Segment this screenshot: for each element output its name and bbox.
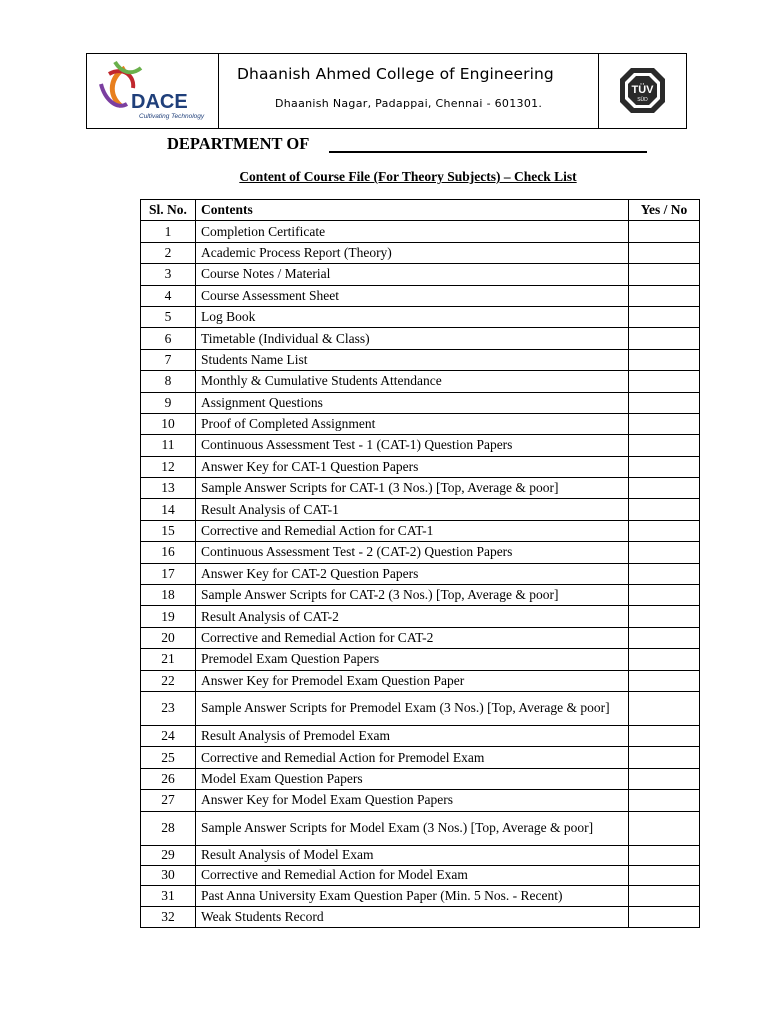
table-row	[141, 520, 700, 541]
table-row	[141, 328, 700, 349]
table-row	[141, 627, 700, 648]
row-content: Timetable (Individual & Class)	[196, 328, 629, 349]
yes-no-cell[interactable]	[629, 413, 700, 434]
row-content: Course Assessment Sheet	[196, 285, 629, 306]
row-content: Continuous Assessment Test - 1 (CAT-1) Question Papers	[196, 435, 629, 456]
row-number: 22	[141, 670, 196, 691]
yes-no-cell[interactable]	[629, 520, 700, 541]
yes-no-cell[interactable]	[629, 585, 700, 606]
dace-logo-icon	[87, 54, 218, 128]
yes-no-cell[interactable]	[629, 328, 700, 349]
yes-no-cell[interactable]	[629, 264, 700, 285]
table-row	[141, 768, 700, 789]
row-content: Continuous Assessment Test - 2 (CAT-2) Question Papers	[196, 542, 629, 563]
row-number: 15	[141, 520, 196, 541]
yes-no-cell[interactable]	[629, 221, 700, 242]
yes-no-cell[interactable]	[629, 790, 700, 811]
row-content: Answer Key for CAT-1 Question Papers	[196, 456, 629, 477]
row-content: Result Analysis of CAT-2	[196, 606, 629, 627]
college-info	[219, 54, 599, 128]
row-content: Answer Key for Model Exam Question Papers	[196, 790, 629, 811]
table-row	[141, 456, 700, 477]
row-number: 9	[141, 392, 196, 413]
row-content: Log Book	[196, 306, 629, 327]
page-title: Content of Course File (For Theory Subjects) – Check List	[239, 169, 577, 184]
row-number: 17	[141, 563, 196, 584]
college-logo	[87, 54, 219, 128]
row-content: Result Analysis of Premodel Exam	[196, 725, 629, 746]
table-row	[141, 242, 700, 263]
yes-no-cell[interactable]	[629, 811, 700, 845]
row-content: Corrective and Remedial Action for Model Exam	[196, 865, 629, 885]
header-sl-no: Sl. No.	[141, 200, 196, 221]
table-row	[141, 371, 700, 392]
yes-no-cell[interactable]	[629, 725, 700, 746]
department-label: DEPARTMENT OF	[167, 134, 310, 153]
yes-no-cell[interactable]	[629, 285, 700, 306]
row-content: Sample Answer Scripts for CAT-1 (3 Nos.) [Top, Average & poor]	[196, 478, 629, 499]
table-row	[141, 811, 700, 845]
row-number: 13	[141, 478, 196, 499]
header-yes-no: Yes / No	[629, 200, 700, 221]
row-number: 11	[141, 435, 196, 456]
row-number: 27	[141, 790, 196, 811]
yes-no-cell[interactable]	[629, 691, 700, 725]
table-header-row	[141, 200, 700, 221]
table-row	[141, 845, 700, 865]
row-content: Answer Key for Premodel Exam Question Paper	[196, 670, 629, 691]
department-name-blank[interactable]	[329, 151, 647, 153]
row-content: Weak Students Record	[196, 906, 629, 927]
row-content: Premodel Exam Question Papers	[196, 649, 629, 670]
table-row	[141, 649, 700, 670]
row-number: 20	[141, 627, 196, 648]
row-content: Proof of Completed Assignment	[196, 413, 629, 434]
yes-no-cell[interactable]	[629, 627, 700, 648]
yes-no-cell[interactable]	[629, 499, 700, 520]
yes-no-cell[interactable]	[629, 478, 700, 499]
row-number: 24	[141, 725, 196, 746]
row-number: 32	[141, 906, 196, 927]
yes-no-cell[interactable]	[629, 649, 700, 670]
row-number: 6	[141, 328, 196, 349]
row-number: 30	[141, 865, 196, 885]
table-row	[141, 264, 700, 285]
row-number: 31	[141, 885, 196, 906]
row-content: Sample Answer Scripts for CAT-2 (3 Nos.) [Top, Average & poor]	[196, 585, 629, 606]
yes-no-cell[interactable]	[629, 371, 700, 392]
yes-no-cell[interactable]	[629, 747, 700, 768]
yes-no-cell[interactable]	[629, 542, 700, 563]
row-number: 3	[141, 264, 196, 285]
row-number: 7	[141, 349, 196, 370]
logo-text: DACE	[131, 91, 188, 113]
yes-no-cell[interactable]	[629, 306, 700, 327]
yes-no-cell[interactable]	[629, 349, 700, 370]
logo-tagline: Cultivating Technology	[139, 113, 205, 120]
yes-no-cell[interactable]	[629, 563, 700, 584]
row-content: Result Analysis of CAT-1	[196, 499, 629, 520]
tuv-text: TÜV	[631, 84, 654, 96]
row-number: 2	[141, 242, 196, 263]
row-content: Assignment Questions	[196, 392, 629, 413]
college-name: Dhaanish Ahmed College of Engineering	[237, 65, 554, 83]
yes-no-cell[interactable]	[629, 392, 700, 413]
row-content: Answer Key for CAT-2 Question Papers	[196, 563, 629, 584]
table-row	[141, 606, 700, 627]
table-row	[141, 285, 700, 306]
yes-no-cell[interactable]	[629, 865, 700, 885]
yes-no-cell[interactable]	[629, 242, 700, 263]
yes-no-cell[interactable]	[629, 435, 700, 456]
table-row	[141, 670, 700, 691]
row-number: 10	[141, 413, 196, 434]
college-address: Dhaanish Nagar, Padappai, Chennai - 601301.	[275, 97, 543, 110]
row-number: 23	[141, 691, 196, 725]
row-content: Past Anna University Exam Question Paper (Min. 5 Nos. - Recent)	[196, 885, 629, 906]
row-content: Sample Answer Scripts for Premodel Exam (3 Nos.) [Top, Average & poor]	[196, 691, 629, 725]
row-number: 16	[141, 542, 196, 563]
row-content: Monthly & Cumulative Students Attendance	[196, 371, 629, 392]
row-content: Model Exam Question Papers	[196, 768, 629, 789]
row-content: Sample Answer Scripts for Model Exam (3 Nos.) [Top, Average & poor]	[196, 811, 629, 845]
yes-no-cell[interactable]	[629, 606, 700, 627]
row-number: 29	[141, 845, 196, 865]
tuv-sud-logo-icon	[599, 54, 686, 128]
table-row	[141, 221, 700, 242]
table-row	[141, 563, 700, 584]
row-content: Students Name List	[196, 349, 629, 370]
checklist-table	[140, 199, 700, 928]
row-content: Course Notes / Material	[196, 264, 629, 285]
table-row	[141, 885, 700, 906]
document-header	[86, 53, 687, 129]
row-number: 18	[141, 585, 196, 606]
table-row	[141, 413, 700, 434]
yes-no-cell[interactable]	[629, 885, 700, 906]
table-row	[141, 790, 700, 811]
table-row	[141, 691, 700, 725]
yes-no-cell[interactable]	[629, 456, 700, 477]
table-row	[141, 725, 700, 746]
table-row	[141, 865, 700, 885]
row-number: 26	[141, 768, 196, 789]
table-row	[141, 499, 700, 520]
row-content: Academic Process Report (Theory)	[196, 242, 629, 263]
table-row	[141, 542, 700, 563]
yes-no-cell[interactable]	[629, 845, 700, 865]
row-content: Corrective and Remedial Action for CAT-2	[196, 627, 629, 648]
table-row	[141, 906, 700, 927]
row-content: Completion Certificate	[196, 221, 629, 242]
table-row	[141, 585, 700, 606]
table-row	[141, 392, 700, 413]
table-row	[141, 478, 700, 499]
row-content: Result Analysis of Model Exam	[196, 845, 629, 865]
row-number: 21	[141, 649, 196, 670]
yes-no-cell[interactable]	[629, 768, 700, 789]
row-number: 25	[141, 747, 196, 768]
yes-no-cell[interactable]	[629, 670, 700, 691]
certification-logo	[599, 54, 686, 128]
row-number: 19	[141, 606, 196, 627]
row-content: Corrective and Remedial Action for Premodel Exam	[196, 747, 629, 768]
row-number: 5	[141, 306, 196, 327]
header-contents: Contents	[196, 200, 629, 221]
row-number: 28	[141, 811, 196, 845]
row-number: 14	[141, 499, 196, 520]
row-number: 4	[141, 285, 196, 306]
row-number: 12	[141, 456, 196, 477]
sud-text: SÜD	[637, 97, 648, 103]
row-content: Corrective and Remedial Action for CAT-1	[196, 520, 629, 541]
table-row	[141, 349, 700, 370]
row-number: 1	[141, 221, 196, 242]
table-row	[141, 747, 700, 768]
table-row	[141, 435, 700, 456]
table-row	[141, 306, 700, 327]
row-number: 8	[141, 371, 196, 392]
yes-no-cell[interactable]	[629, 906, 700, 927]
